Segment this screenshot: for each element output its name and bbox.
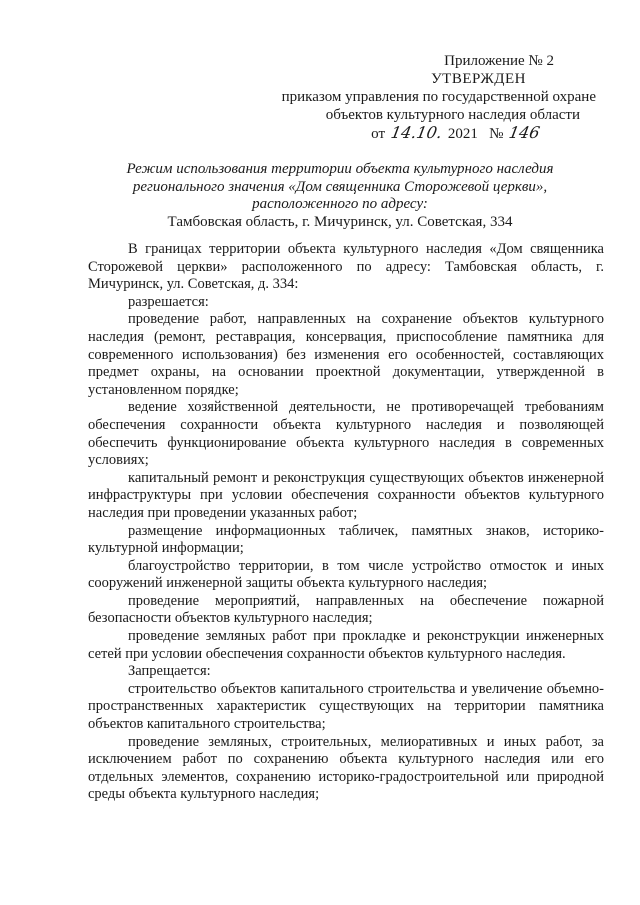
handwritten-number: 146	[507, 123, 542, 142]
allowed-item: проведение работ, направленных на сохранение объектов культурного наследия (ремонт, реставрация, консервация, приспособление памятника для современного использования) без изменения его особенностей, составляющих предмет охраны, на основании проектной документации, утвержденной в установленном порядке;	[88, 311, 604, 398]
allowed-item: размещение информационных табличек, памятных знаков, историко-культурной информации;	[88, 522, 604, 557]
allowed-item: проведение земляных работ при прокладке и реконструкции инженерных сетей при условии обеспечения сохранности объектов культурного наследия.	[88, 628, 604, 662]
order-date-line	[256, 124, 596, 143]
forbidden-item: строительство объектов капитального строительства и увеличение объемно-пространственных характеристик существующих на территории памятника объектов капитального строительства;	[88, 680, 604, 733]
handwritten-date: 14.10.	[389, 123, 444, 142]
title-line-2: регионального значения «Дом священника Сторожевой церкви»,	[132, 178, 548, 195]
order-year: 2021	[447, 126, 478, 142]
appendix-number: Приложение № 2	[444, 53, 554, 69]
allowed-item: капитальный ремонт и реконструкция существующих объектов инженерной инфраструктуры при условии обеспечения сохранности объектов культурного наследия при проведении указанных работ;	[88, 469, 604, 521]
document-body	[88, 241, 604, 804]
approved-stamp: УТВЕРЖДЕН	[431, 71, 526, 87]
date-prefix: от	[371, 126, 385, 142]
number-sign: №	[489, 126, 504, 142]
title-line-3: расположенного по адресу:	[252, 196, 428, 212]
forbidden-item: проведение земляных, строительных, мелиоративных и иных работ, за исключением работ по сохранению объекта культурного наследия или его отдельных элементов, сохранению историко-градостроительной или природной среды объекта культурного наследия;	[88, 733, 604, 803]
allowed-item: благоустройство территории, в том числе устройство отмосток и иных сооружений инженерной защиты объекта культурного наследия;	[88, 557, 604, 592]
forbidden-heading: Запрещается:	[128, 663, 211, 680]
title-line-1: Режим использования территории объекта культурного наследия	[126, 161, 554, 177]
order-line-2: объектов культурного наследия области	[325, 107, 580, 123]
approval-header	[256, 52, 596, 143]
document-title	[80, 161, 600, 231]
order-line-1: приказом управления по государственной охране	[281, 89, 596, 105]
allowed-item: ведение хозяйственной деятельности, не противоречащей требованиям обеспечения сохранности объекта культурного наследия и позволяющей обеспечить функционирование объекта культурного наследия в современных условиях;	[88, 399, 604, 469]
title-line-4: Тамбовская область, г. Мичуринск, ул. Советская, 334	[167, 213, 513, 230]
intro-paragraph: В границах территории объекта культурного наследия «Дом священника Сторожевой церкви» расположенного по адресу: Тамбовская область, г. Мичуринск, ул. Советская, д. 334:	[88, 241, 604, 293]
allowed-heading: разрешается:	[128, 293, 209, 310]
allowed-item: проведение мероприятий, направленных на обеспечение пожарной безопасности объектов культурного наследия;	[88, 592, 604, 627]
